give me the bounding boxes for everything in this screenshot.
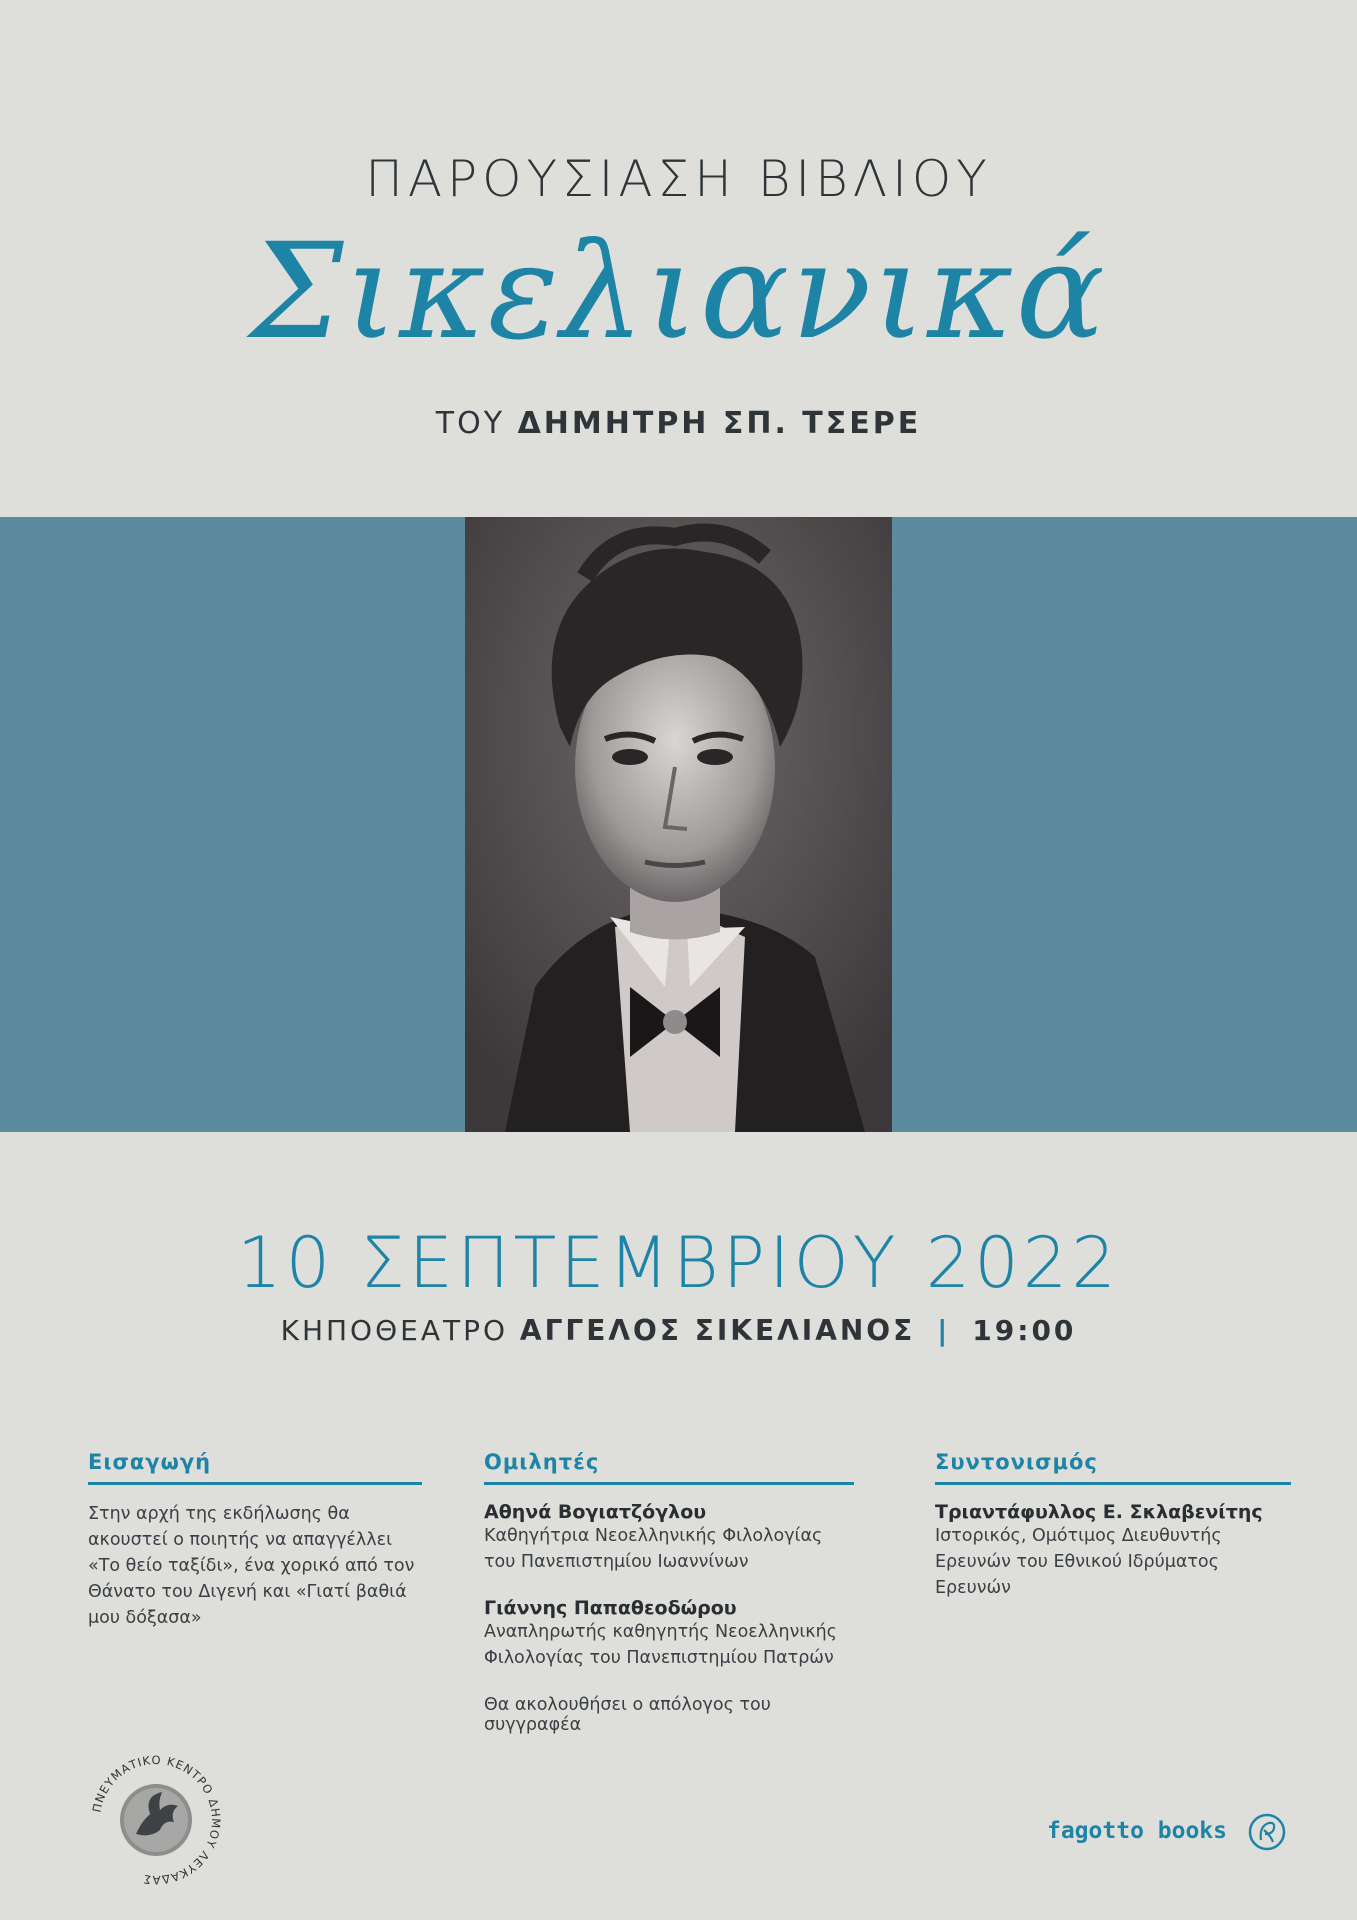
portrait-photo (465, 517, 892, 1132)
book-author (0, 406, 1357, 441)
author-name: ΔΗΜΗΤΡΗ ΣΠ. ΤΣΕΡΕ (517, 406, 922, 441)
event-venue (0, 1314, 1357, 1347)
book-title: Σικελιανικά (250, 215, 1107, 369)
author-prefix: ΤΟΥ (435, 406, 506, 441)
speaker-role: Αναπληρωτής καθηγητής Νεοελληνικής Φιλολογίας του Πανεπιστημίου Πατρών (484, 1622, 837, 1668)
coordinator-role: Ιστορικός, Ομότιμος Διευθυντής Ερευνών του Εθνικού Ιδρύματος Ερευνών (935, 1526, 1222, 1598)
speaker-item (484, 1597, 854, 1671)
intro-heading: Εισαγωγή (88, 1450, 422, 1485)
speaker-role: Καθηγήτρια Νεοελληνικής Φιλολογίας του Πανεπιστημίου Ιωαννίνων (484, 1526, 823, 1572)
coordination-heading: Συντονισμός (935, 1450, 1291, 1485)
publisher-brand: fagotto books (1046, 1818, 1227, 1844)
venue-name: ΑΓΓΕΛΟΣ ΣΙΚΕΛΙΑΝΟΣ (519, 1314, 916, 1347)
coordinator-name: Τριαντάφυλλος Ε. Σκλαβενίτης (935, 1501, 1263, 1523)
cultural-center-seal (88, 1752, 224, 1888)
coordination-column (935, 1450, 1291, 1601)
speaker-item (484, 1501, 854, 1575)
seal-text: ΠΝΕΥΜΑΤΙΚΟ ΚΕΝΤΡΟ ΔΗΜΟΥ ΛΕΥΚΑΔΑΣ (89, 1752, 224, 1888)
event-kicker: ΠΑΡΟΥΣΙΑΣΗ ΒΙΒΛΙΟΥ (365, 150, 992, 208)
event-date: 10 ΣΕΠΤΕΜΒΡΙΟΥ 2022 (237, 1222, 1120, 1304)
speakers-column (484, 1450, 854, 1735)
speakers-heading: Ομιλητές (484, 1450, 854, 1485)
coordinator-item (935, 1501, 1291, 1601)
intro-text: Στην αρχή της εκδήλωσης θα ακουστεί ο ποιητής να απαγγέλλει «Το θείο ταξίδι», ένα χορικό από τον Θάνατο του Διγενή και «Γιατί βαθιά μου δόξασα» (88, 1504, 415, 1628)
venue-prefix: ΚΗΠΟΘΕΑΤΡΟ (280, 1314, 508, 1347)
intro-column (88, 1450, 422, 1631)
venue-separator: | (937, 1314, 951, 1347)
speaker-name: Γιάννης Παπαθεοδώρου (484, 1597, 737, 1619)
speaker-name: Αθηνά Βογιατζόγλου (484, 1501, 707, 1523)
event-time: 19:00 (972, 1314, 1077, 1347)
closing-note: Θα ακολουθήσει ο απόλογος του συγγραφέα (484, 1695, 771, 1735)
fagotto-logo-icon (1247, 1812, 1287, 1852)
